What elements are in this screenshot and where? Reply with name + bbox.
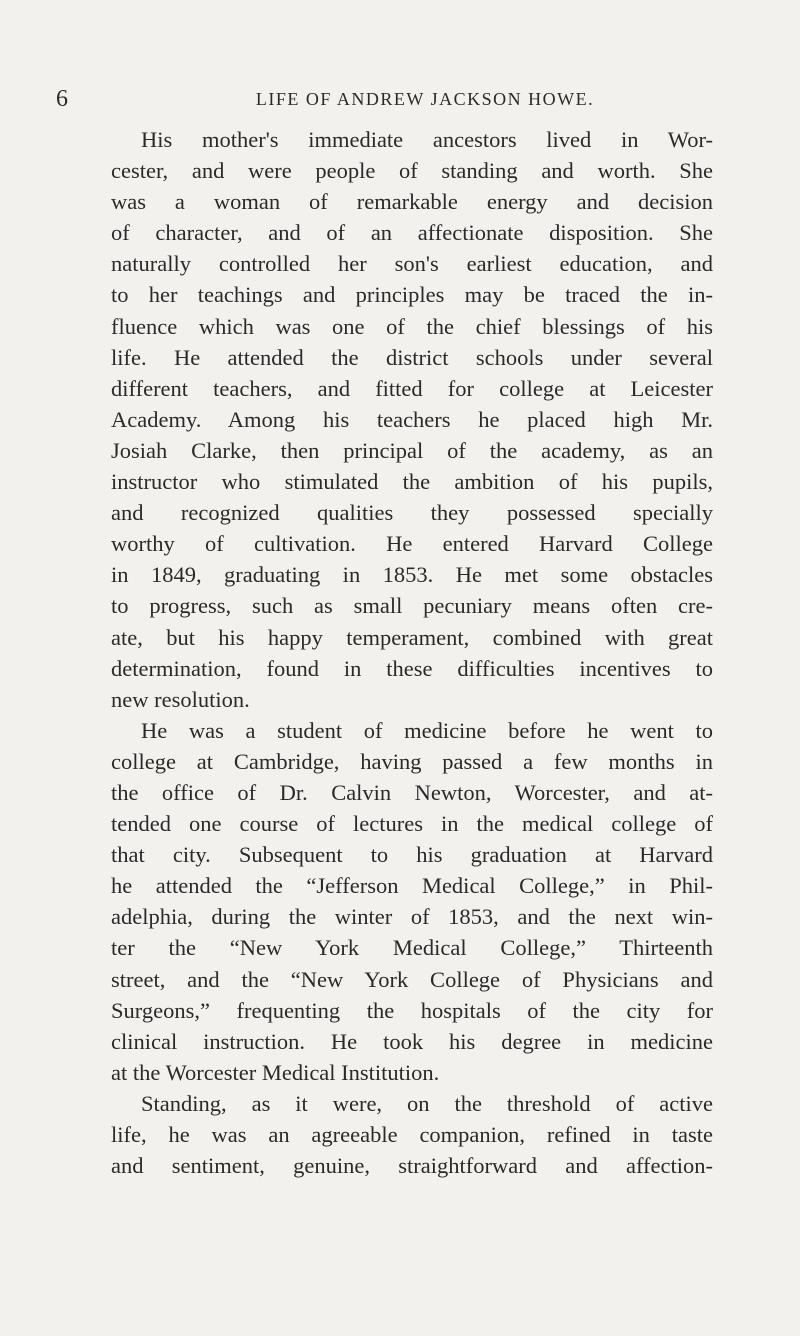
text-line: Academy. Among his teachers he placed high Mr. [111,406,713,432]
text-line: His mother's immediate ancestors lived in Wor- [141,127,713,152]
text-line: street, and the “New York College of Physicians and [111,966,713,992]
text-line: tended one course of lectures in the medical college of [111,811,713,837]
text-line: life, he was an agreeable companion, refined in taste [111,1122,713,1147]
text-line: He was a student of medicine before he went to [141,717,713,743]
text-line: determination, found in these difficulties incentives to [111,655,713,681]
text-line: was a woman of remarkable energy and decision [111,189,713,215]
paragraph-1 [111,124,713,715]
text-line: Josiah Clarke, then principal of the academy, as an [111,437,713,463]
text-line: ter the “New York Medical College,” Thirteenth [111,935,713,961]
text-line: ate, but his happy temperament, combined with great [111,624,713,650]
paragraph-2 [111,715,713,1088]
text-line: he attended the “Jefferson Medical College,” in Phil- [111,873,713,899]
text-line: Surgeons,” frequenting the hospitals of the city for [111,997,713,1023]
text-line: clinical instruction. He took his degree in medicine [111,1028,713,1054]
text-line: instructor who stimulated the ambition of his pupils, [111,469,713,495]
text-line: of character, and of an affectionate disposition. She [111,220,713,246]
text-line: new resolution. [111,686,250,712]
text-line: to progress, such as small pecuniary means often cre- [111,593,713,619]
text-line: different teachers, and fitted for college at Leicester [111,375,713,401]
text-line: fluence which was one of the chief blessings of his [111,313,713,339]
text-line: Standing, as it were, on the threshold of active [141,1090,713,1116]
text-line: in 1849, graduating in 1853. He met some obstacles [111,562,713,588]
text-line: life. He attended the district schools under several [111,344,713,370]
text-line: to her teachings and principles may be traced the in- [111,282,713,308]
text-line: and sentiment, genuine, straightforward and affection- [111,1153,713,1179]
body-text [111,124,713,1181]
text-line: cester, and were people of standing and worth. She [111,158,713,184]
text-line: adelphia, during the winter of 1853, and the next win- [111,904,713,930]
running-head-title: LIFE OF ANDREW JACKSON HOWE. [255,89,595,109]
text-line: at the Worcester Medical Institution. [111,1059,440,1085]
text-line: college at Cambridge, having passed a few months in [111,748,713,774]
paragraph-3 [111,1088,713,1181]
text-line: the office of Dr. Calvin Newton, Worcester, and at- [111,779,713,805]
text-line: and recognized qualities they possessed specially [111,500,713,526]
page-number: 6 [56,86,68,112]
text-line: naturally controlled her son's earliest education, and [111,251,713,277]
running-head [56,84,746,114]
text-line: that city. Subsequent to his graduation at Harvard [111,842,713,868]
text-line: worthy of cultivation. He entered Harvard College [111,531,713,557]
